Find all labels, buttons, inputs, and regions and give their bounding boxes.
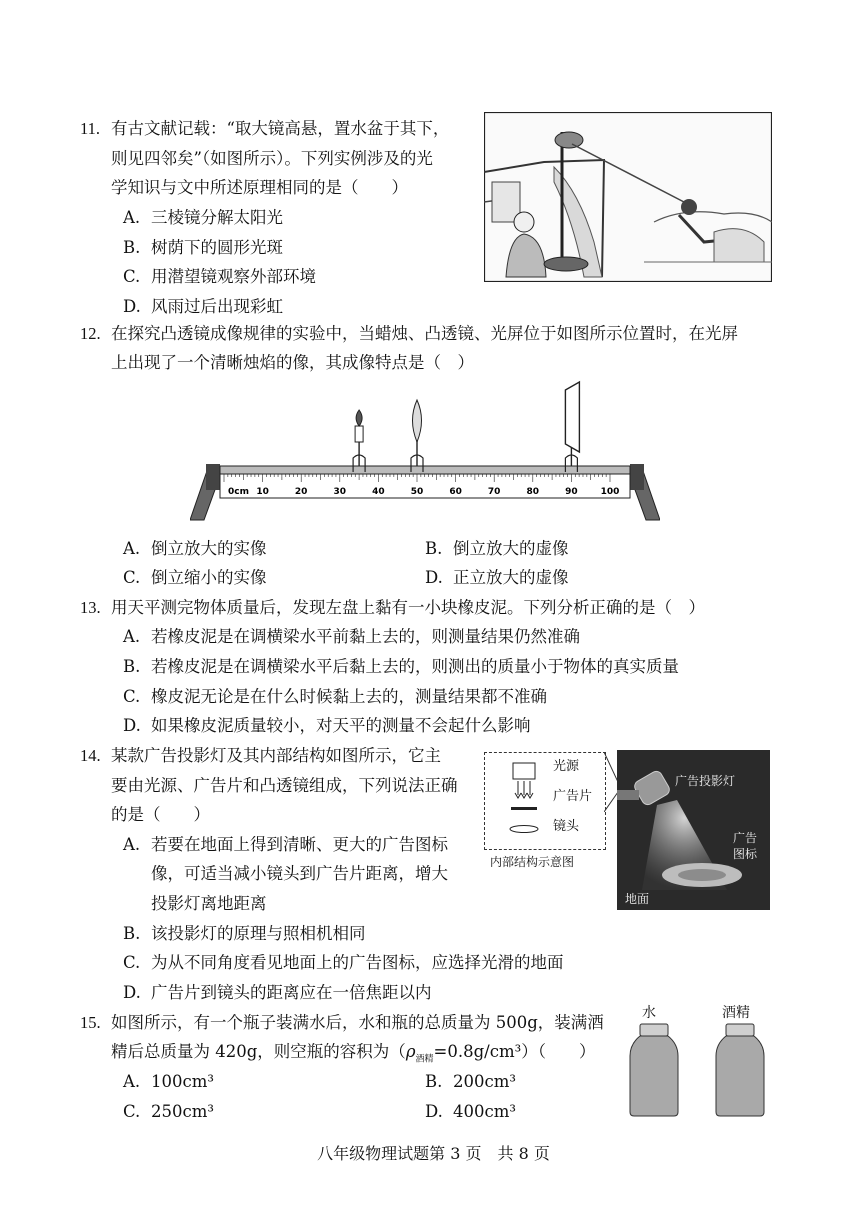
- q14-photo-label-lamp: 广告投影灯: [675, 774, 736, 788]
- q14-option-d: 广告片到镜头的距离应在一倍焦距以内: [151, 983, 432, 1002]
- q12-option-c-label: C.: [123, 568, 141, 587]
- ruler-tick-label: 50: [410, 487, 424, 497]
- screen-panel: [565, 382, 579, 452]
- water-bottle: [630, 1024, 678, 1116]
- q11-option-b-label: B.: [123, 238, 141, 257]
- q13-option-b-label: B.: [123, 657, 141, 676]
- q14-projector-photo: [617, 750, 770, 910]
- q15-rho-subscript: 酒精: [415, 1054, 434, 1065]
- bottle-label-water: 水: [642, 1005, 656, 1021]
- q14-number: 14.: [80, 746, 101, 765]
- q12-option-c: 倒立缩小的实像: [151, 568, 267, 587]
- q14-internal-structure-box: [484, 752, 606, 850]
- q14-part-slide: 广告片: [553, 789, 593, 804]
- q15-option-b-label: B.: [425, 1072, 443, 1091]
- q15-number: 15.: [80, 1013, 101, 1032]
- q11-stem-line3: 学知识与文中所述原理相同的是（ ）: [111, 178, 408, 197]
- ruler-tick-label: 0cm: [228, 487, 249, 497]
- ruler-tick-label: 20: [294, 487, 308, 497]
- q12-optical-bench-figure: [190, 380, 660, 530]
- ruler-tick-label: 10: [256, 487, 269, 497]
- ruler-tick-label: 90: [565, 487, 578, 497]
- q14-option-a-label: A.: [123, 835, 141, 854]
- q15-option-a-label: A.: [123, 1072, 141, 1091]
- q14-photo-label-ground: 地面: [625, 892, 650, 906]
- q11-stem-line2: 则见四邻矣”（如图所示）。下列实例涉及的光: [111, 149, 433, 168]
- q12-number: 12.: [80, 324, 101, 343]
- q11-option-a: 三棱镜分解太阳光: [151, 208, 283, 227]
- q13-option-d: 如果橡皮泥质量较小，对天平的测量不会起什么影响: [151, 716, 531, 735]
- q12-stem-line1: 在探究凸透镜成像规律的实验中，当蜡烛、凸透镜、光屏位于如图所示位置时，在光屏: [111, 324, 738, 343]
- q15-bottles-figure: [626, 1022, 776, 1118]
- bottle-label-alcohol: 酒精: [722, 1005, 750, 1021]
- candle: [353, 410, 365, 472]
- ruler-tick-label: 30: [333, 487, 347, 497]
- q11-option-c: 用潜望镜观察外部环境: [151, 267, 316, 286]
- q14-option-d-label: D.: [123, 983, 141, 1002]
- candle-body: [355, 426, 363, 442]
- q15-rho: ρ: [405, 1042, 416, 1061]
- q14-option-c: 为从不同角度看见地面上的广告图标，应选择光滑的地面: [151, 953, 564, 972]
- q12-option-d: 正立放大的虚像: [453, 568, 569, 587]
- q11-option-a-label: A.: [123, 208, 141, 227]
- q15-stem-line1: 如图所示，有一个瓶子装满水后，水和瓶的总质量为 500g，装满酒: [111, 1013, 604, 1032]
- q15-option-d: 400cm³: [453, 1102, 516, 1121]
- q12-option-b: 倒立放大的虚像: [453, 539, 569, 558]
- q11-stem-line1: 有古文献记载：“取大镜高悬，置水盆于其下，: [111, 119, 450, 138]
- ruler-tick-label: 60: [449, 487, 462, 497]
- q14-option-a-line1: 若要在地面上得到清晰、更大的广告图标: [151, 835, 448, 854]
- q15-stem-line2-pre: 精后总质量为 420g，则空瓶的容积为（: [111, 1042, 406, 1061]
- q14-connector-lines: [604, 752, 618, 812]
- q14-photo-label-icon: 广告图标: [733, 831, 758, 861]
- q13-option-b: 若橡皮泥是在调横梁水平后黏上去的，则测出的质量小于物体的真实质量: [151, 657, 679, 676]
- q15-option-d-label: D.: [425, 1102, 443, 1121]
- q11-number: 11.: [80, 119, 101, 138]
- q11-option-b: 树荫下的圆形光斑: [151, 238, 283, 257]
- convex-lens: [411, 400, 423, 472]
- q15-stem-line2: [111, 1041, 595, 1070]
- q14-stem-line3: 的是（ ）: [111, 805, 210, 824]
- q13-number: 13.: [80, 598, 101, 617]
- q12-option-a-label: A.: [123, 539, 141, 558]
- q12-stem-line2: 上出现了一个清晰烛焰的像，其成像特点是（ ）: [111, 353, 474, 372]
- q13-option-c-label: C.: [123, 687, 141, 706]
- ruler-tick-label: 70: [487, 487, 501, 497]
- q13-option-d-label: D.: [123, 716, 141, 735]
- q12-option-d-label: D.: [425, 568, 443, 587]
- q15-stem-line2-post: =0.8g/cm³）（ ）: [433, 1042, 596, 1061]
- q13-option-a: 若橡皮泥是在调横梁水平前黏上去的，则测量结果仍然准确: [151, 627, 580, 646]
- q14-option-a-line2: 像，可适当减小镜头到广告片距离，增大: [151, 864, 448, 883]
- q12-option-b-label: B.: [425, 539, 443, 558]
- q14-structure-drawing: [495, 753, 555, 849]
- q14-part-light-source: 光源: [553, 759, 580, 774]
- q14-option-c-label: C.: [123, 953, 141, 972]
- ruler-tick-label: 100: [600, 487, 620, 497]
- q14-option-a-line3: 投影灯离地距离: [151, 894, 267, 913]
- q13-stem: 用天平测完物体质量后，发现左盘上黏有一小块橡皮泥。下列分析正确的是（ ）: [111, 598, 705, 617]
- q14-stem-line1: 某款广告投影灯及其内部结构如图所示，它主: [111, 746, 441, 765]
- q14-stem-line2: 要由光源、广告片和凸透镜组成，下列说法正确: [111, 776, 458, 795]
- q15-option-a: 100cm³: [151, 1072, 214, 1091]
- q13-option-a-label: A.: [123, 627, 141, 646]
- q11-option-d: 风雨过后出现彩虹: [151, 297, 283, 316]
- q14-option-b-label: B.: [123, 924, 141, 943]
- lens-shape: [413, 400, 422, 442]
- q14-part-lens: 镜头: [553, 819, 580, 834]
- q15-option-c: 250cm³: [151, 1102, 214, 1121]
- q15-option-c-label: C.: [123, 1102, 141, 1121]
- q14-option-b: 该投影灯的原理与照相机相同: [151, 924, 366, 943]
- q14-diagram-caption: 内部结构示意图: [490, 855, 575, 869]
- q12-option-a: 倒立放大的实像: [151, 539, 267, 558]
- q15-option-b: 200cm³: [453, 1072, 516, 1091]
- ruler-tick-label: 40: [372, 487, 385, 497]
- q11-option-c-label: C.: [123, 267, 141, 286]
- ruler-tick-label: 80: [526, 487, 540, 497]
- candle-flame: [356, 410, 362, 426]
- alcohol-bottle: [716, 1024, 764, 1116]
- page-footer: 八年级物理试题第 3 页 共 8 页: [317, 1144, 550, 1163]
- q11-option-d-label: D.: [123, 297, 141, 316]
- light-screen: [565, 382, 579, 472]
- q11-ancient-mirror-illustration: [484, 112, 772, 282]
- q13-option-c: 橡皮泥无论是在什么时候黏上去的，测量结果都不准确: [151, 687, 547, 706]
